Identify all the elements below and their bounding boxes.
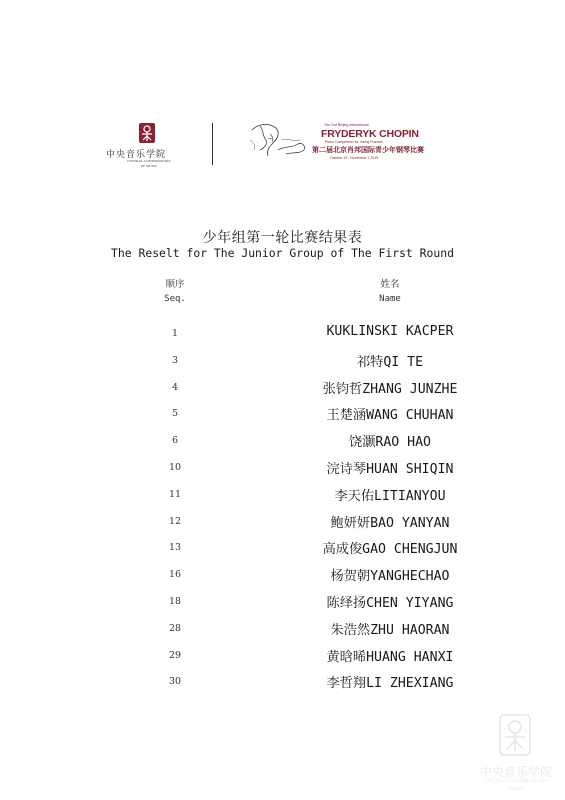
result-row [0,483,565,510]
page-title-chinese: 少年组第一轮比赛结果表 [202,230,363,246]
row-seq: 30 [168,676,182,688]
ccom-watermark-emblem-icon [498,713,532,757]
row-name: 浣诗琴HUAN SHIQIN [326,461,454,477]
row-name: 饶灏RAO HAO [349,435,431,451]
row-seq: 28 [168,622,182,634]
row-seq: 29 [168,649,182,661]
column-header-name [340,278,440,306]
ccom-logo [106,122,188,168]
column-header-seq [150,278,200,306]
chopin-small-line: The 2nd Beijing International [324,123,369,127]
watermark-english-line1: CENTRAL CONSERVATORY [484,779,548,784]
result-row [0,510,565,537]
row-name: 陈绎扬CHEN YIYANG [326,595,454,611]
row-name: 李天佑LITIANYOU [334,488,446,504]
row-seq: 18 [168,595,182,607]
row-seq: 5 [171,408,179,420]
watermark-chinese-name: 中央音乐学院 [479,765,552,779]
chopin-competition-logo [248,118,423,168]
chopin-name: FRYDERYK CHOPIN [321,128,419,140]
row-seq: 16 [168,569,182,581]
page-title-english: The Reselt for The Junior Group of The First Round [111,246,454,260]
row-name: 张钧哲ZHANG JUNZHE [322,381,458,397]
column-header-name-cn: 姓名 [380,279,400,290]
ccom-english-line2: OF MUSIC [140,164,158,168]
results-list [0,322,565,697]
chopin-dates: October 19 - November 1 2019 [330,156,379,160]
row-seq: 13 [168,542,182,554]
row-seq: 12 [168,515,182,527]
result-row [0,376,565,403]
row-name: 朱浩然ZHU HAORAN [330,622,450,638]
chopin-chinese-title: 第二届北京肖邦国际青少年钢琴比赛 [312,146,424,154]
row-name: KUKLINSKI KACPER [326,324,454,339]
result-row [0,322,565,349]
watermark-english-line2: OF MUSIC [506,786,526,791]
row-name: 祁特QI TE [356,354,424,370]
row-seq: 6 [171,435,179,447]
ccom-chinese-name: 中央音乐学院 [106,150,167,160]
row-name: 王楚涵WANG CHUHAN [326,408,454,424]
ccom-watermark [470,705,560,797]
logo-divider [212,123,213,165]
chopin-subtitle: Piano Competition for Young Pianists [325,140,383,144]
result-row [0,617,565,644]
result-row [0,429,565,456]
column-header-name-en: Name [379,294,401,304]
row-seq: 10 [168,461,182,473]
result-row [0,456,565,483]
row-seq: 1 [171,328,179,339]
result-row [0,563,565,590]
row-name: 杨贺朝YANGHECHAO [330,569,450,585]
row-seq: 4 [171,381,179,393]
page-header [0,118,565,168]
chopin-portrait-icon [248,120,310,160]
result-row [0,402,565,429]
ccom-emblem-icon [138,122,156,144]
result-row [0,670,565,697]
result-row [0,349,565,376]
result-row [0,536,565,563]
row-seq: 11 [168,488,182,500]
column-header-seq-cn: 顺序 [165,279,185,290]
ccom-english-line1: CENTRAL CONSERVATORY [127,159,171,163]
result-row [0,590,565,617]
row-name: 高成俊GAO CHENGJUN [322,542,458,558]
row-name: 鲍妍妍BAO YANYAN [330,515,450,531]
row-name: 李哲翔LI ZHEXIANG [326,676,454,692]
row-seq: 3 [171,354,179,366]
row-name: 黄晗晞HUANG HANXI [326,649,454,665]
result-row [0,644,565,671]
column-header-seq-en: Seq. [164,294,186,304]
